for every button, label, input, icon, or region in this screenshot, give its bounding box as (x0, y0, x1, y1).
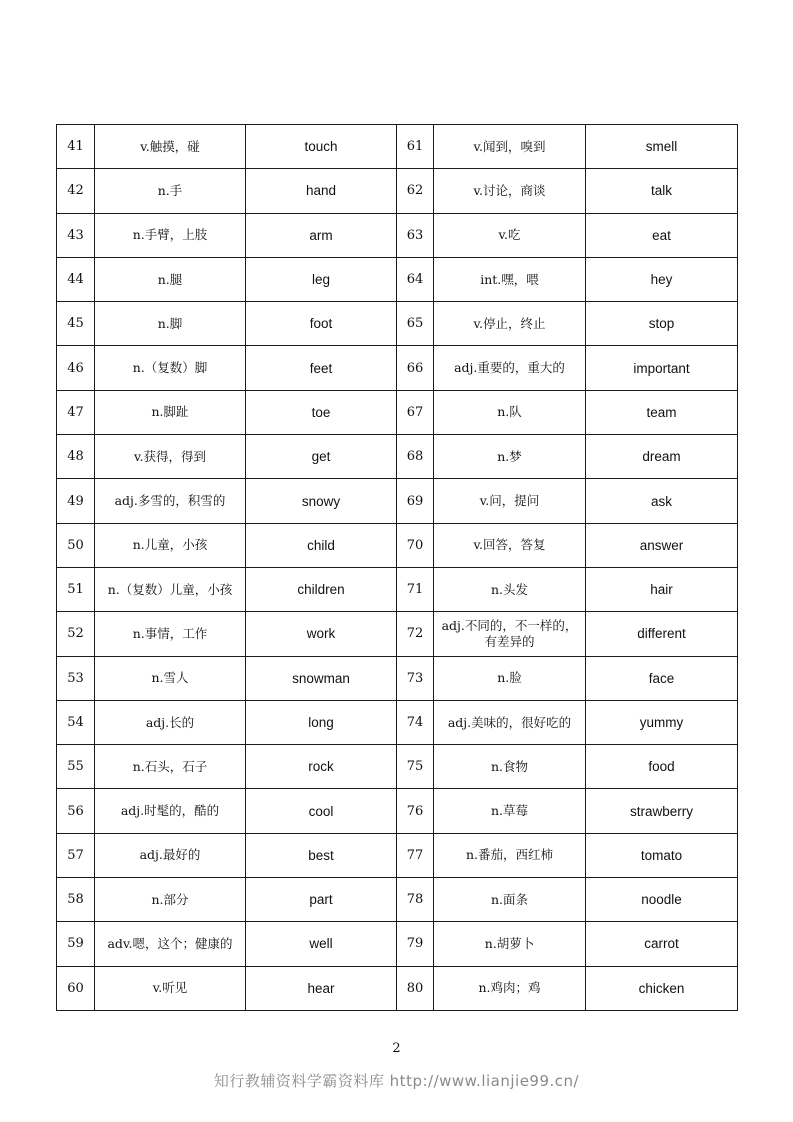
english-word: snowy (246, 479, 397, 523)
english-word: different (586, 612, 738, 656)
entry-number: 53 (57, 656, 95, 700)
entry-number: 54 (57, 700, 95, 744)
footer-watermark: 知行教辅资料学霸资料库 http://www.lianjie99.cn/ (213, 1072, 580, 1090)
table-row (57, 302, 738, 346)
table-row (57, 700, 738, 744)
english-word: work (246, 612, 397, 656)
entry-number: 52 (57, 612, 95, 656)
entry-number: 49 (57, 479, 95, 523)
entry-number: 65 (397, 302, 434, 346)
chinese-meaning: n.事情，工作 (95, 612, 246, 656)
entry-number: 47 (57, 390, 95, 434)
entry-number: 50 (57, 523, 95, 567)
chinese-meaning: v.触摸，碰 (95, 125, 246, 169)
entry-number: 64 (397, 257, 434, 301)
chinese-meaning: adv.嗯，这个；健康的 (95, 922, 246, 966)
chinese-meaning: n.部分 (95, 878, 246, 922)
table-row (57, 125, 738, 169)
entry-number: 59 (57, 922, 95, 966)
english-word: foot (246, 302, 397, 346)
table-row (57, 213, 738, 257)
english-word: well (246, 922, 397, 966)
entry-number: 67 (397, 390, 434, 434)
chinese-meaning: n.头发 (434, 567, 586, 611)
chinese-meaning: n.草莓 (434, 789, 586, 833)
page-number: 2 (392, 1041, 401, 1056)
chinese-meaning: n.脚趾 (95, 390, 246, 434)
chinese-meaning: int.嘿，喂 (434, 257, 586, 301)
entry-number: 42 (57, 169, 95, 213)
table-row (57, 966, 738, 1010)
chinese-meaning: v.停止，终止 (434, 302, 586, 346)
entry-number: 62 (397, 169, 434, 213)
table-row (57, 523, 738, 567)
entry-number: 45 (57, 302, 95, 346)
table-row (57, 257, 738, 301)
chinese-meaning: n.胡萝卜 (434, 922, 586, 966)
entry-number: 80 (397, 966, 434, 1010)
entry-number: 51 (57, 567, 95, 611)
table-row (57, 390, 738, 434)
entry-number: 73 (397, 656, 434, 700)
english-word: children (246, 567, 397, 611)
english-word: noodle (586, 878, 738, 922)
table-row (57, 833, 738, 877)
english-word: best (246, 833, 397, 877)
vocabulary-table (56, 124, 738, 1011)
chinese-meaning: adj.不同的，不一样的，有差异的 (434, 612, 586, 656)
entry-number: 63 (397, 213, 434, 257)
english-word: leg (246, 257, 397, 301)
entry-number: 56 (57, 789, 95, 833)
entry-number: 44 (57, 257, 95, 301)
chinese-meaning: n.石头，石子 (95, 745, 246, 789)
english-word: eat (586, 213, 738, 257)
chinese-meaning: adj.重要的，重大的 (434, 346, 586, 390)
chinese-meaning: adj.最好的 (95, 833, 246, 877)
entry-number: 43 (57, 213, 95, 257)
chinese-meaning: n.队 (434, 390, 586, 434)
entry-number: 60 (57, 966, 95, 1010)
english-word: long (246, 700, 397, 744)
entry-number: 68 (397, 435, 434, 479)
chinese-meaning: n.鸡肉；鸡 (434, 966, 586, 1010)
english-word: food (586, 745, 738, 789)
english-word: team (586, 390, 738, 434)
entry-number: 74 (397, 700, 434, 744)
english-word: get (246, 435, 397, 479)
chinese-meaning: n.脚 (95, 302, 246, 346)
entry-number: 48 (57, 435, 95, 479)
entry-number: 78 (397, 878, 434, 922)
chinese-meaning: n.儿童，小孩 (95, 523, 246, 567)
chinese-meaning: v.吃 (434, 213, 586, 257)
english-word: chicken (586, 966, 738, 1010)
english-word: snowman (246, 656, 397, 700)
chinese-meaning: n.番茄，西红柿 (434, 833, 586, 877)
chinese-meaning: n.手臂，上肢 (95, 213, 246, 257)
vocabulary-table-body (57, 125, 738, 1011)
english-word: talk (586, 169, 738, 213)
table-row (57, 745, 738, 789)
english-word: tomato (586, 833, 738, 877)
table-row (57, 922, 738, 966)
english-word: important (586, 346, 738, 390)
english-word: face (586, 656, 738, 700)
entry-number: 79 (397, 922, 434, 966)
chinese-meaning: adj.时髦的，酷的 (95, 789, 246, 833)
english-word: yummy (586, 700, 738, 744)
entry-number: 61 (397, 125, 434, 169)
english-word: strawberry (586, 789, 738, 833)
chinese-meaning: v.听见 (95, 966, 246, 1010)
english-word: ask (586, 479, 738, 523)
chinese-meaning: v.获得，得到 (95, 435, 246, 479)
chinese-meaning: v.讨论，商谈 (434, 169, 586, 213)
entry-number: 55 (57, 745, 95, 789)
english-word: answer (586, 523, 738, 567)
chinese-meaning: adj.美味的，很好吃的 (434, 700, 586, 744)
entry-number: 71 (397, 567, 434, 611)
entry-number: 72 (397, 612, 434, 656)
entry-number: 58 (57, 878, 95, 922)
english-word: part (246, 878, 397, 922)
table-row (57, 567, 738, 611)
table-row (57, 169, 738, 213)
table-row (57, 878, 738, 922)
chinese-meaning: adj.长的 (95, 700, 246, 744)
english-word: cool (246, 789, 397, 833)
table-row (57, 479, 738, 523)
entry-number: 76 (397, 789, 434, 833)
english-word: carrot (586, 922, 738, 966)
chinese-meaning: adj.多雪的，积雪的 (95, 479, 246, 523)
entry-number: 57 (57, 833, 95, 877)
table-row (57, 435, 738, 479)
chinese-meaning: n.雪人 (95, 656, 246, 700)
english-word: child (246, 523, 397, 567)
chinese-meaning: n.面条 (434, 878, 586, 922)
table-row (57, 789, 738, 833)
chinese-meaning: n.腿 (95, 257, 246, 301)
entry-number: 69 (397, 479, 434, 523)
entry-number: 66 (397, 346, 434, 390)
english-word: hear (246, 966, 397, 1010)
entry-number: 41 (57, 125, 95, 169)
chinese-meaning: n.（复数）脚 (95, 346, 246, 390)
table-row (57, 656, 738, 700)
entry-number: 70 (397, 523, 434, 567)
chinese-meaning: n.食物 (434, 745, 586, 789)
chinese-meaning: v.问，提问 (434, 479, 586, 523)
table-row (57, 346, 738, 390)
chinese-meaning: v.回答，答复 (434, 523, 586, 567)
entry-number: 77 (397, 833, 434, 877)
chinese-meaning: v.闻到，嗅到 (434, 125, 586, 169)
english-word: arm (246, 213, 397, 257)
entry-number: 75 (397, 745, 434, 789)
chinese-meaning: n.手 (95, 169, 246, 213)
chinese-meaning: n.（复数）儿童，小孩 (95, 567, 246, 611)
chinese-meaning: n.梦 (434, 435, 586, 479)
chinese-meaning: n.脸 (434, 656, 586, 700)
english-word: smell (586, 125, 738, 169)
english-word: dream (586, 435, 738, 479)
table-row (57, 612, 738, 656)
english-word: toe (246, 390, 397, 434)
english-word: hair (586, 567, 738, 611)
english-word: hey (586, 257, 738, 301)
english-word: stop (586, 302, 738, 346)
english-word: hand (246, 169, 397, 213)
entry-number: 46 (57, 346, 95, 390)
english-word: rock (246, 745, 397, 789)
english-word: feet (246, 346, 397, 390)
english-word: touch (246, 125, 397, 169)
